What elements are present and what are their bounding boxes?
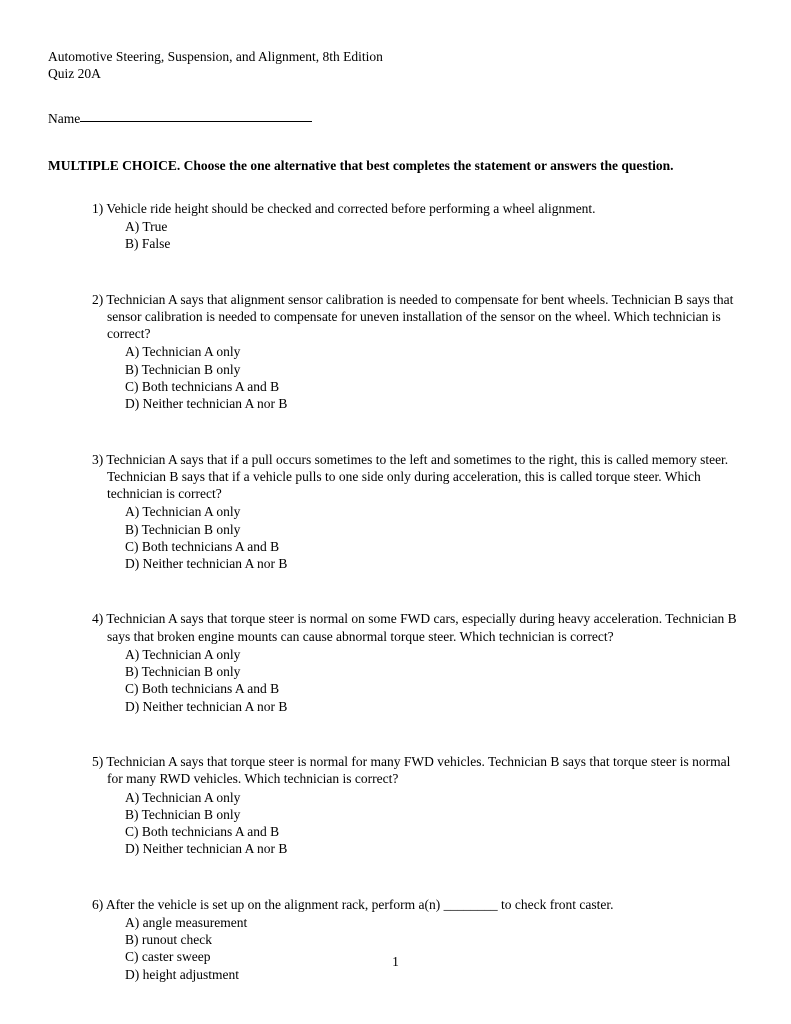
question-3 [92,451,743,573]
answer-choice: B) Technician B only [125,664,241,680]
question-text: Technician A says that if a pull occurs sometimes to the left and sometimes to the right, this is called memory steer. Technician B says that if a vehicle pulls to one side only during acceleration, this is called torque steer. Which technician is correct? [106,451,729,502]
question-text: Technician A says that torque steer is normal on some FWD cars, especially during heavy acceleration. Technician B says that broken engine mounts can cause abnormal torque steer. Which technician is correct? [106,611,737,644]
document-header [48,48,743,83]
answer-choice: A) Technician A only [125,646,241,662]
question-stem [92,610,743,645]
answer-choice: B) False [125,236,171,252]
answer-choice: A) Technician A only [125,344,241,360]
answer-choice: B) Technician B only [125,361,241,377]
question-stem [92,896,743,913]
question-stem [92,753,743,788]
name-blank-line [80,109,312,123]
answer-choice: C) caster sweep [125,949,211,965]
answer-choice: A) angle measurement [125,914,248,930]
answer-choice: D) Neither technician A nor B [125,556,288,572]
choices-list [92,218,743,253]
question-number: 2) [92,291,104,307]
answer-choice: D) Neither technician A nor B [125,841,288,857]
question-5 [92,753,743,858]
document-title: Automotive Steering, Suspension, and Alignment, 8th Edition [48,49,383,64]
question-1 [92,200,743,253]
question-text: Technician A says that alignment sensor calibration is needed to compensate for bent wheels. Technician B says that sensor calibration is needed to compensate for uneven installation of the sensor on the wheel. Which technician is correct? [106,291,734,342]
answer-choice: D) Neither technician A nor B [125,396,288,412]
question-number: 1) [92,200,104,216]
answer-choice: D) Neither technician A nor B [125,698,288,714]
question-number: 5) [92,753,104,769]
answer-choice: A) True [125,219,168,235]
question-stem [92,200,743,217]
questions-list [92,200,743,983]
name-label: Name [48,110,81,126]
question-text: Technician A says that torque steer is normal for many FWD vehicles. Technician B says that torque steer is normal for many RWD vehicles. Which technician is correct? [106,753,731,787]
answer-choice: C) Both technicians A and B [125,538,280,554]
question-2 [92,291,743,413]
question-text: After the vehicle is set up on the alignment rack, perform a(n) ________ to check front caster. [105,896,614,912]
answer-choice: A) Technician A only [125,789,241,805]
question-number: 4) [92,611,104,627]
question-number: 6) [92,896,104,912]
answer-choice: B) runout check [125,932,212,948]
question-number: 3) [92,451,104,467]
choices-list [92,914,743,983]
question-text: Vehicle ride height should be checked and corrected before performing a wheel alignment. [106,200,596,216]
page-number: 1 [392,953,399,969]
answer-choice: C) Both technicians A and B [125,824,280,840]
question-stem [92,451,743,503]
answer-choice: C) Both technicians A and B [125,379,280,394]
question-4 [92,610,743,715]
name-row [48,109,743,127]
question-stem [92,291,743,343]
answer-choice: D) height adjustment [125,966,239,982]
page-footer [0,953,791,970]
choices-list [92,646,743,715]
choices-list [92,503,743,572]
choices-list [92,789,743,858]
answer-choice: A) Technician A only [125,504,241,520]
answer-choice: B) Technician B only [125,521,241,537]
choices-list [92,343,743,412]
answer-choice: C) Both technicians A and B [125,681,280,697]
answer-choice: B) Technician B only [125,806,241,822]
section-heading: MULTIPLE CHOICE. Choose the one alternative that best completes the statement or answers the question. [48,157,674,173]
quiz-number: Quiz 20A [48,66,101,82]
